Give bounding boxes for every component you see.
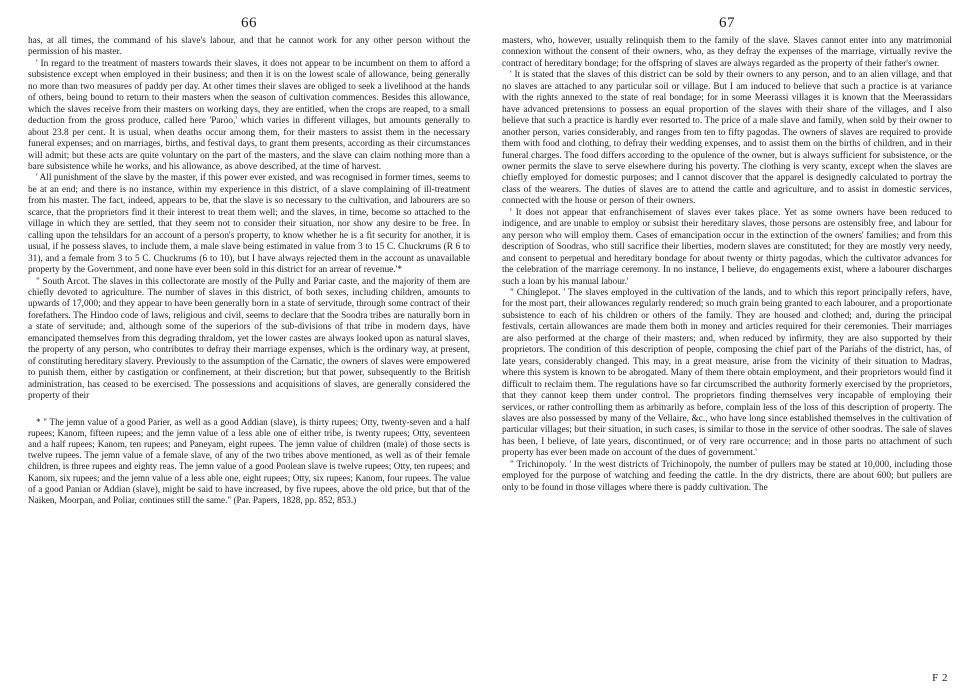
paragraph: ' In regard to the treatment of masters towards their slaves, it does not appear to be incumbent on them to afford a subsistence except when employed in their business; and then it is on the lowest scale of allowance, being generally no more than two measures of paddy per day. At other times their slaves are obliged to seek a livelihood at the hands of others, being bound to return to their masters when the season of cultivation commences. Besides this allowance, which the slaves receive from their masters on working days, they are entitled, when the crops are reaped, to a small deduction from the gross produce, called here 'Paroo,' which varies in different villages, but amounts generally to about 23.8 per cent. It is usual, when deaths occur among them, for their masters to assist them in the necessary funeral expenses; and on marriages, births, and festival days, to grant them presents, according as their circumstances will admit; but these acts are quite voluntary on the part of the masters, and the slave can claim nothing more than a bare subsistence while he works, and his allowance, as above described, at the time of harvest. bbox=[28, 58, 470, 172]
paragraph: masters, who, however, usually relinquish them to the family of the slave. Slaves cannot enter into any matrimonial connexion without the consent of their owners, who, as they defray the expenses of the marriage, virtually revive the contract of hereditary bondage; for the offspring of slaves are always regarded as the property of their father's owner. bbox=[502, 36, 952, 69]
page-number: 66 bbox=[241, 15, 257, 31]
paragraph: " Chinglepot. ' The slaves employed in the cultivation of the lands, and to which this report principally refers, have, for the most part, their allowances regularly rendered; so much grain being granted to each labourer, and a proportionate subsistence to each of his children or others of the family. They are housed and clothed; and, during the principal festivals, certain allowances are made them both in money and articles required for their ceremonies. Their marriages are also performed at the charge of their masters; and, when reduced by infirmity, they are also supported by their proprietors. The condition of this description of people, composing the chief part of the Pariahs of the district, has, of late years, considerably changed. This may, in a great measure, arise from the vicinity of their situation to Madras, where this system is known to be abrogated. Many of them there obtain employment, and their proprietors would find it difficult to reclaim them. The regulations have so far circumscribed the authority formerly exercised by the proprietors, that they cannot keep them under control. The proprietors finding themselves very incapable of employing their services, or rather controlling them as arbitrarily as before, complain less of the loss of this description of property. The slaves are also possessed by many of the Vellaire, &c., who have long since established themselves in the cultivation of particular villages; but their situation, in such cases, is similar to those in the service of other soodras. The sale of slaves has been, I believe, of late years, discontinued, or of very rare occurrence; and in those parts no attachment of such property has ever been made on account of the dues of government.' bbox=[502, 287, 952, 459]
paragraph: ' All punishment of the slave by the master, if this power ever existed, and was recognised in former times, seems to be at an end; and there is no instance, within my experience in this district, of a slave complaining of ill-treatment from his master. The fact, indeed, appears to be, that the slave is so necessary to the cultivation, and labourers are so scarce, that the proprietors find it their interest to treat them well; and the slaves, in time, become so attached to the village in which they are settled, that they seem not to consider their situation, nor show any desire to be free. In calling upon the tehsildars for an account of a person's property, to know whether he is a fit security for another, it is usual, if he possess slaves, to include them, a male slave being estimated in value from 3 to 15 C. Chuckrums (R 6 to 31), and a female from 3 to 5 C. Chuckrums (6 to 10), but I have always rejected them in the account as unavailable property by the Government, and none have ever been sold in this district for an arrear of revenue.'* bbox=[28, 173, 470, 276]
body-text bbox=[28, 36, 470, 403]
left-page bbox=[28, 0, 470, 688]
paragraph: " Trichinopoly. ' In the west districts of Trichinopoly, the number of pullers may be stated at 10,000, including those employed for the purpose of watching and feeding the cattle. In the dry districts, there are about 600; but pullers are only to be found in those villages where there is paddy cultivation. The bbox=[502, 459, 952, 493]
signature-mark: F 2 bbox=[932, 672, 948, 684]
footnote-text: * " The jemn value of a good Parier, as well as a good Addian (slave), is thirty rupees; Otty, twenty-seven and a half rupees; Kanom, fifteen rupees; and the jemn value of a less able one of either tribe, is twenty rupees; Otty, seventeen and a half rupees; Kanom, ten rupees; and Paneyam, eight rupees. The jemn value of children (male) of those sects is twelve rupees. The jemn value of a female slave, of any of the two tribes above mentioned, as well as of their female children, is three rupees and eighty reas. The jemn value of a good Poolean slave is twelve rupees; Otty, ten rupees; and Kanom, six rupees; and the jemn value of a less able one, eight rupees; Otty, six rupees; Kanom, four rupees. The value of a good Panian or Addian (slave), might be said to have increased, by five rupees, above the old price, but that of the Naiken, Moorpan, and Poliar, continues still the same." (Par. Papers, 1828, pp. 852, 853.) bbox=[28, 416, 470, 505]
footnote bbox=[28, 417, 470, 507]
paragraph: has, at all times, the command of his slave's labour, and that he cannot work for any other person without the permission of his master. bbox=[28, 36, 470, 58]
paragraph: ' It is stated that the slaves of this district can be sold by their owners to any person, and to an alien village, and that no slaves are attached to any particular soil or village. But I am induced to believe that such a practice is at variance with the rights annexed to the state of real bondage; for in some Meerassi villages it is known that the Meerassidars have advanced pretensions to possess an equal proportion of the slaves with their share of the villages, and I also believe that such a practice is hardly ever resorted to. The price of a male slave and family, when sold by their owner to another person, varies considerably, and ranges from ten to fifty pagodas. The owners of slaves are required to provide them with food and clothing, to defray their wedding expenses, and to assist them on the births of children, and in their funeral charges. The food differs according to the opulence of the owner, but is always sufficient for subsistence, or the owner permits the slave to serve elsewhere during his poverty. The clothing is very scanty, except when the slaves are chiefly employed for domestic purposes; and I cannot discover that the apparel is designedly calculated to portray the class of the wearers. The duties of slaves are to attend the cattle and agriculture, and to assist in domestic services, connected with the house or person of their owners. bbox=[502, 70, 952, 207]
paragraph: " South Arcot. The slaves in this collectorate are mostly of the Pully and Pariar caste, and the majority of them are chiefly devoted to agriculture. The number of slaves in this district, of both sexes, including children, amounts to upwards of 17,000; and they appear to have been generally born in a state of servitude, through some contract of their forefathers. The Hindoo code of laws, religious and civil, seems to declare that the Soodra tribes are naturally born in a state of servitude; and, although some of the superiors of the sub-divisions of that tribe in modern days, have emancipated themselves from this degrading thraldom, yet the lower castes are always looked upon as natural slaves, the property of any person, who contributes to defray their marriage expenses, which is the ordinary way, at present, of constituting hereditary slavery. Previously to the assumption of the Carnatic, the owners of slaves were empowered to punish them, either by castigation or confinement, at their discretion; but that power, subsequently to the British administration, has ceased to be exercised. The possessions and acquisitions of slaves, are generally considered the property of their bbox=[28, 276, 470, 402]
right-page bbox=[502, 0, 952, 688]
body-text bbox=[502, 36, 952, 494]
page-number: 67 bbox=[719, 15, 735, 31]
paragraph: ' It does not appear that enfranchisement of slaves ever takes place. Yet as some owners have been reduced to indigence, and are unable to employ or subsist their hereditary slaves, those persons are ostensibly free, and labour for any person who will employ them. Cases of emancipation occur in the extinction of the owners' families; and from this description of Soodras, who still sacrifice their liberties, modern slaves are constituted; for they are mostly very needy, and consent to perpetual and hereditary bondage for about twenty or thirty pagodas, which the cultivator advances for the celebration of the marriage ceremony. In no instance, I believe, do engagements exist, where a labourer discharges such a loan by his manual labour.' bbox=[502, 207, 952, 287]
